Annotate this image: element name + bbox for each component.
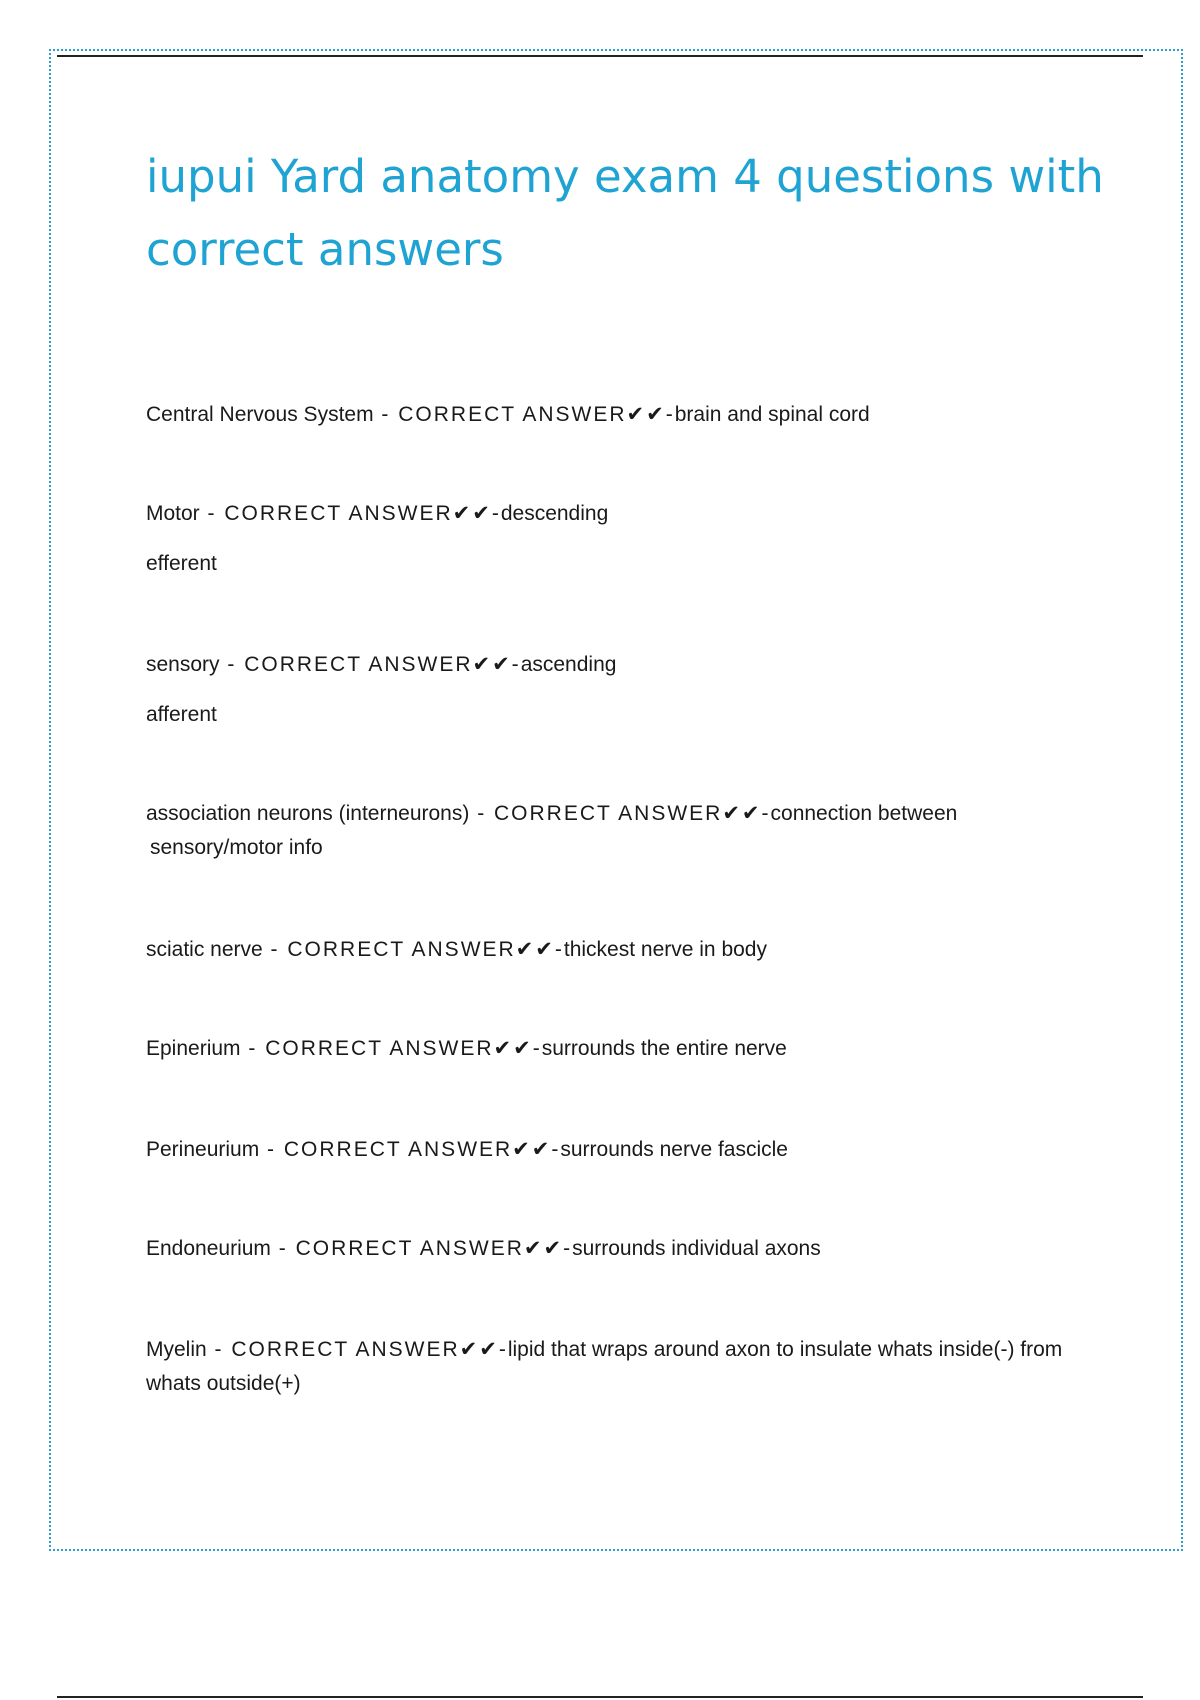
qa-term: sciatic nerve xyxy=(146,938,263,961)
qa-answer: surrounds the entire nerve xyxy=(541,1037,787,1060)
qa-answer: ascending xyxy=(520,653,617,676)
qa-answer: surrounds individual axons xyxy=(572,1237,821,1260)
qa-answer-continued: whats outside(+) xyxy=(146,1372,301,1395)
qa-line xyxy=(146,497,1086,531)
qa-answer-continued: sensory/motor info xyxy=(150,836,323,859)
qa-line xyxy=(146,1333,1086,1401)
header-rule xyxy=(57,55,1143,57)
qa-term: Motor xyxy=(146,502,200,525)
correct-answer-marker: - CORRECT ANSWER✔✔- xyxy=(206,1338,508,1361)
qa-term: Central Nervous System xyxy=(146,403,374,426)
qa-answer: thickest nerve in body xyxy=(563,938,767,961)
qa-line xyxy=(146,398,1086,432)
qa-answer: descending xyxy=(500,502,609,525)
qa-extra-line: afferent xyxy=(146,703,217,726)
correct-answer-marker: - CORRECT ANSWER✔✔- xyxy=(373,403,675,426)
qa-answer: surrounds nerve fascicle xyxy=(560,1138,788,1161)
qa-item-sensory xyxy=(146,648,1086,732)
correct-answer-marker: - CORRECT ANSWER✔✔- xyxy=(259,1138,561,1161)
qa-item-endoneurium xyxy=(146,1232,1086,1266)
qa-line xyxy=(146,648,1086,682)
qa-term: Epinerium xyxy=(146,1037,241,1060)
qa-line xyxy=(146,1032,1086,1066)
qa-term: Endoneurium xyxy=(146,1237,271,1260)
qa-item-perineurium xyxy=(146,1133,1086,1167)
qa-item-sciatic-nerve xyxy=(146,933,1086,967)
qa-term: association neurons (interneurons) xyxy=(146,802,470,825)
correct-answer-marker: - CORRECT ANSWER✔✔- xyxy=(262,938,564,961)
qa-answer: connection between xyxy=(770,802,958,825)
qa-term: Perineurium xyxy=(146,1138,260,1161)
qa-line xyxy=(146,1232,1086,1266)
qa-item-motor xyxy=(146,497,1086,581)
qa-line xyxy=(146,797,1086,865)
correct-answer-marker: - CORRECT ANSWER✔✔- xyxy=(270,1237,573,1260)
qa-item-epinerium xyxy=(146,1032,1086,1066)
document-title: iupui Yard anatomy exam 4 questions with correct answers xyxy=(146,150,1104,276)
qa-term: Myelin xyxy=(146,1338,207,1361)
qa-item-association-neurons xyxy=(146,797,1086,865)
correct-answer-marker: - CORRECT ANSWER✔✔- xyxy=(469,802,771,825)
qa-item-central-nervous-system xyxy=(146,398,1086,432)
correct-answer-marker: - CORRECT ANSWER✔✔- xyxy=(240,1037,542,1060)
correct-answer-marker: - CORRECT ANSWER✔✔- xyxy=(199,502,501,525)
qa-extra-line: efferent xyxy=(146,552,217,575)
qa-line xyxy=(146,933,1086,967)
qa-line xyxy=(146,1133,1086,1167)
qa-answer: lipid that wraps around axon to insulate whats inside(-) from xyxy=(507,1338,1063,1361)
footer-rule xyxy=(57,1696,1143,1698)
qa-answer: brain and spinal cord xyxy=(674,403,870,426)
qa-item-myelin xyxy=(146,1333,1086,1401)
qa-term: sensory xyxy=(146,653,220,676)
correct-answer-marker: - CORRECT ANSWER✔✔- xyxy=(219,653,521,676)
